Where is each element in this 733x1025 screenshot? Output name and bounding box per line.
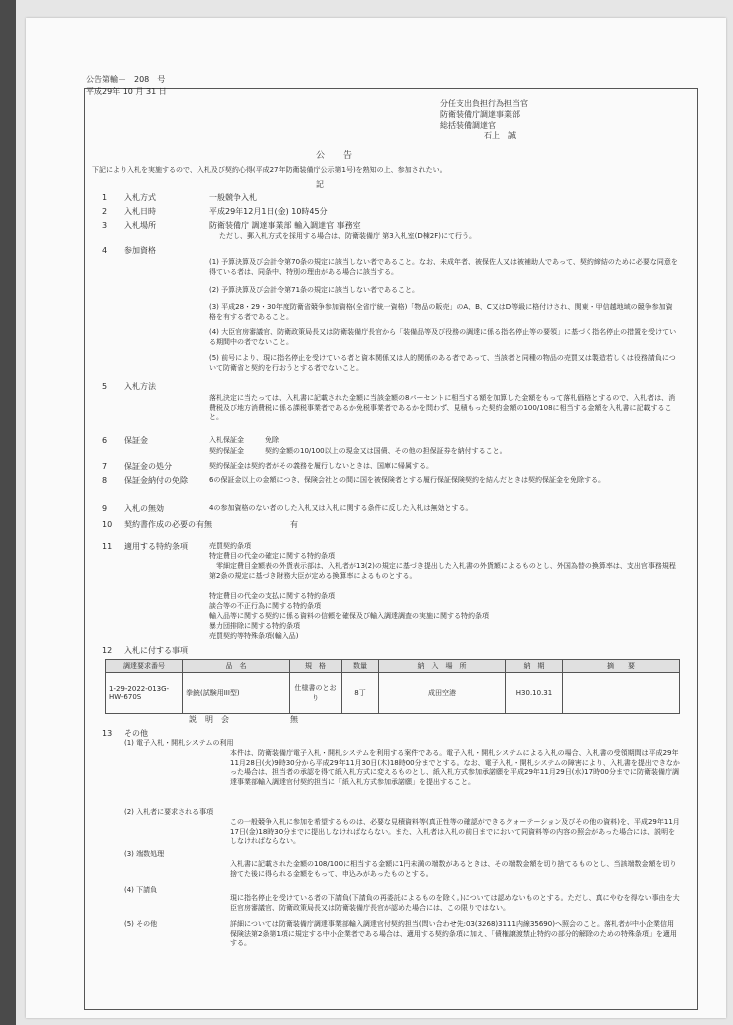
item-8-label: 保証金納付の免除: [124, 476, 188, 485]
item-9-number: 9: [102, 504, 108, 513]
issuer-line-3: 総括装備調達官: [440, 121, 496, 130]
item-6-line-1: 入札保証金 免除: [209, 436, 279, 444]
sub-4-head: (4) 下請負: [124, 886, 158, 894]
cell-delivery-date: H30.10.31: [506, 673, 563, 714]
header-delivery-date: 納 期: [506, 660, 563, 673]
item-4-number: 4: [102, 246, 108, 255]
item-11-line-7: 暴力団排除に関する特約条項: [209, 622, 300, 630]
issuer-line-2: 防衛装備庁調達事業部: [440, 110, 520, 119]
document-title: 公 告: [316, 151, 353, 161]
item-4-label: 参加資格: [124, 246, 156, 255]
item-4-para-1: (1) 予算決算及び会計令第70条の規定に該当しない者であること。なお、未成年者、被保佐人又は被補助人であって、契約締結のために必要な同意を得ている者は、同条中、特別の理由がある場合に該当する。: [209, 258, 678, 276]
item-10-text: 有: [290, 520, 298, 529]
item-11-label: 適用する特約条項: [124, 542, 188, 551]
item-1-label: 入札方式: [124, 193, 156, 202]
issuer-line-1: 分任支出負担行為担当官: [440, 99, 528, 108]
item-8-number: 8: [102, 476, 108, 485]
sub-3-head: (3) 端数処理: [124, 850, 165, 858]
item-12-number: 12: [102, 646, 113, 655]
cell-spec: 仕様書のとおり: [290, 673, 342, 714]
item-8-text: 6の保証金以上の金額につき、保険会社との間に国を被保険者とする履行保証保険契約を結んだときは契約保証金を免除する。: [209, 476, 606, 484]
item-7-text: 契約保証金は契約者がその義務を履行しないときは、国庫に帰属する。: [209, 462, 433, 470]
item-5-text: 落札決定に当たっては、入札書に記載された金額に当該金額の8パーセントに相当する額を加算した金額をもって落札価格とするので、入札者は、消費税及び地方消費税に係る課税事業者であるか免税事業者であるかを問わず、見積もった契約金額の100/108に相当する金額を入札書に記載すること。: [209, 394, 676, 421]
item-9-text: 4の参加資格のない者のした入札又は入札に関する条件に反した入札は無効とする。: [209, 504, 473, 512]
item-9-label: 入札の無効: [124, 504, 164, 513]
item-10-number: 10: [102, 520, 113, 529]
item-4-para-3: (3) 平成28・29・30年度防衛省競争参加資格(全省庁統一資格)「物品の販売」のA、B、C又はD等級に格付けされ、関東・甲信越地域の競争参加資格を有する者であること。: [209, 303, 673, 321]
item-3-number: 3: [102, 221, 108, 230]
item-11-line-2: 特定費目の代金の確定に関する特約条項: [209, 552, 335, 560]
header-delivery-place: 納 入 場 所: [379, 660, 506, 673]
briefing-value: 無: [290, 715, 298, 724]
issuer-name: 石上 誠: [484, 131, 516, 140]
sub-2-head: (2) 入札者に要求される事項: [124, 808, 214, 816]
item-4-para-2: (2) 予算決算及び会計令第71条の規定に該当しない者であること。: [209, 286, 420, 294]
sub-1-text: 本件は、防衛装備庁電子入札・開札システムを利用する案件である。電子入札・開札システムによる入札の場合、入札書の受領期間は平成29年11月28日(火)9時30分から平成29年11月30日(木)18時00分までとする。なお、電子入札・開札システムの障害により、入札書を提出できなかった場合は、担当者の承認を得て紙入札方式に変えるものとし、紙入札方式参加承諾願を平成29年11月29日(水)17時00分までに防衛装備庁調達事業部輸入調達官付契約担当に「紙入札方式参加承諾願」を提出すること。: [230, 749, 680, 786]
notice-date: 平成29年 10 月 31 日: [86, 87, 167, 96]
viewer-left-bar: [0, 0, 16, 1025]
sub-3-text: 入札書に記載された金額の108/100に相当する金額に1円未満の端数があるときは、その端数金額を切り捨てるものとし、当該端数金額を切り捨てた後に得られる金額をもって、申込みがあったものとする。: [230, 860, 677, 878]
item-11-line-5: 談合等の不正行為に関する特約条項: [209, 602, 321, 610]
item-13-number: 13: [102, 729, 113, 738]
requirements-table: [105, 659, 680, 714]
item-5-number: 5: [102, 382, 108, 391]
item-3-text: 防衛装備庁 調達事業部 輸入調達官 事務室: [209, 221, 361, 230]
cell-item-name: 拳銃(試験用III型): [183, 673, 290, 714]
item-6-label: 保証金: [124, 436, 148, 445]
item-11-line-1: 売買契約条項: [209, 542, 251, 550]
item-2-label: 入札日時: [124, 207, 156, 216]
item-4-para-4: (4) 大臣官房審議官、防衛政策局長又は防衛装備庁長官から「装備品等及び役務の調達に係る指名停止等の要領」に基づく指名停止の措置を受けている期間中の者でないこと。: [209, 328, 677, 346]
item-13-label: その他: [124, 729, 148, 738]
table-row: [106, 673, 680, 714]
item-3-sub: ただし、郵入札方式を採用する場合は、防衛装備庁 第3入札室(D棟2F)にて行う。: [219, 232, 477, 240]
item-3-label: 入札場所: [124, 221, 156, 230]
intro-text: 下記により入札を実施するので、入札及び契約心得(平成27年防衛装備庁公示第1号)を熟知の上、参加されたい。: [92, 166, 447, 174]
cell-request-no: 1-29-2022-013G-HW-670S: [106, 673, 183, 714]
header-request-no: 調達要求番号: [106, 660, 183, 673]
sub-2-text: この一般競争入札に参加を希望するものは、必要な見積資料等(真正性等の確認ができるクォーテーション及びその他の資料)を、平成29年11月17日(金)18時30分までに提出しなければならない。また、入札者は入札の前日までにおいて同資料等の内容の照会があった場合には、説明をしなければならない。: [230, 818, 680, 845]
item-1-number: 1: [102, 193, 108, 202]
notice-number: 公告第輸－ 208 号: [86, 75, 166, 84]
table-header-row: [106, 660, 680, 673]
item-11-line-8: 売買契約等特殊条項(輸入品): [209, 632, 299, 640]
item-11-line-6: 輸入品等に関する契約に係る資料の信頼を確保及び輸入調達調査の実施に関する特約条項: [209, 612, 489, 620]
sub-5-text: 詳細については防衛装備庁調達事業部輸入調達官付契約担当(問い合わせ先:03(3268)3111内線35690)へ照会のこと。落札者が中小企業信用保険法第2条第1項に規定する中小企業者である場合は、適用する契約条項に加え、「債権譲渡禁止特約の部分的解除のための特殊条項」を適用する。: [230, 920, 677, 947]
item-11-line-4: 特定費目の代金の支払に関する特約条項: [209, 592, 335, 600]
item-1-text: 一般競争入札: [209, 193, 257, 202]
item-4-para-5: (5) 前号により、現に指名停止を受けている者と資本関係又は人的関係のある者であって、当該者と同種の物品の売買又は製造若しくは役務請負について防衛省と契約を行おうとする者でないこと。: [209, 354, 676, 372]
item-6-line-2: 契約保証金 契約金額の10/100以上の現金又は国債、その他の担保証券を納付すること。: [209, 447, 507, 455]
item-7-number: 7: [102, 462, 108, 471]
item-11-number: 11: [102, 542, 113, 551]
cell-remarks: [563, 673, 680, 714]
document-page: [26, 18, 726, 1018]
item-7-label: 保証金の処分: [124, 462, 172, 471]
cell-delivery-place: 成田空港: [379, 673, 506, 714]
item-11-line-3: 零細定費目金額表の外貨表示部は、入札者が13(2)の規定に基づき提出した入札書の外貨額によるものとし、外国為替の換算率は、支出官事務規程第2条の規定に基づき財務大臣が定める換算率によるものとする。: [209, 562, 676, 580]
ki-marker: 記: [316, 180, 324, 189]
item-6-number: 6: [102, 436, 108, 445]
sub-4-text: 現に指名停止を受けている者の下請負(下請負の再委託によるものを除く。)については認めないものとする。ただし、真にやむを得ない事由を大臣官房審議官、防衛政策局長又は防衛装備庁長官が認めた場合には、この限りではない。: [230, 894, 680, 912]
sub-5-head: (5) その他: [124, 920, 158, 928]
cell-quantity: 8丁: [342, 673, 379, 714]
briefing-label: 説 明 会: [189, 715, 229, 724]
item-10-label: 契約書作成の必要の有無: [124, 520, 212, 529]
item-5-label: 入札方法: [124, 382, 156, 391]
sub-1-head: (1) 電子入札・開札システムの利用: [124, 739, 234, 747]
item-2-text: 平成29年12月1日(金) 10時45分: [209, 207, 328, 216]
header-remarks: 摘 要: [563, 660, 680, 673]
item-12-label: 入札に付する事項: [124, 646, 188, 655]
item-2-number: 2: [102, 207, 108, 216]
header-item-name: 品 名: [183, 660, 290, 673]
header-spec: 規 格: [290, 660, 342, 673]
header-quantity: 数量: [342, 660, 379, 673]
